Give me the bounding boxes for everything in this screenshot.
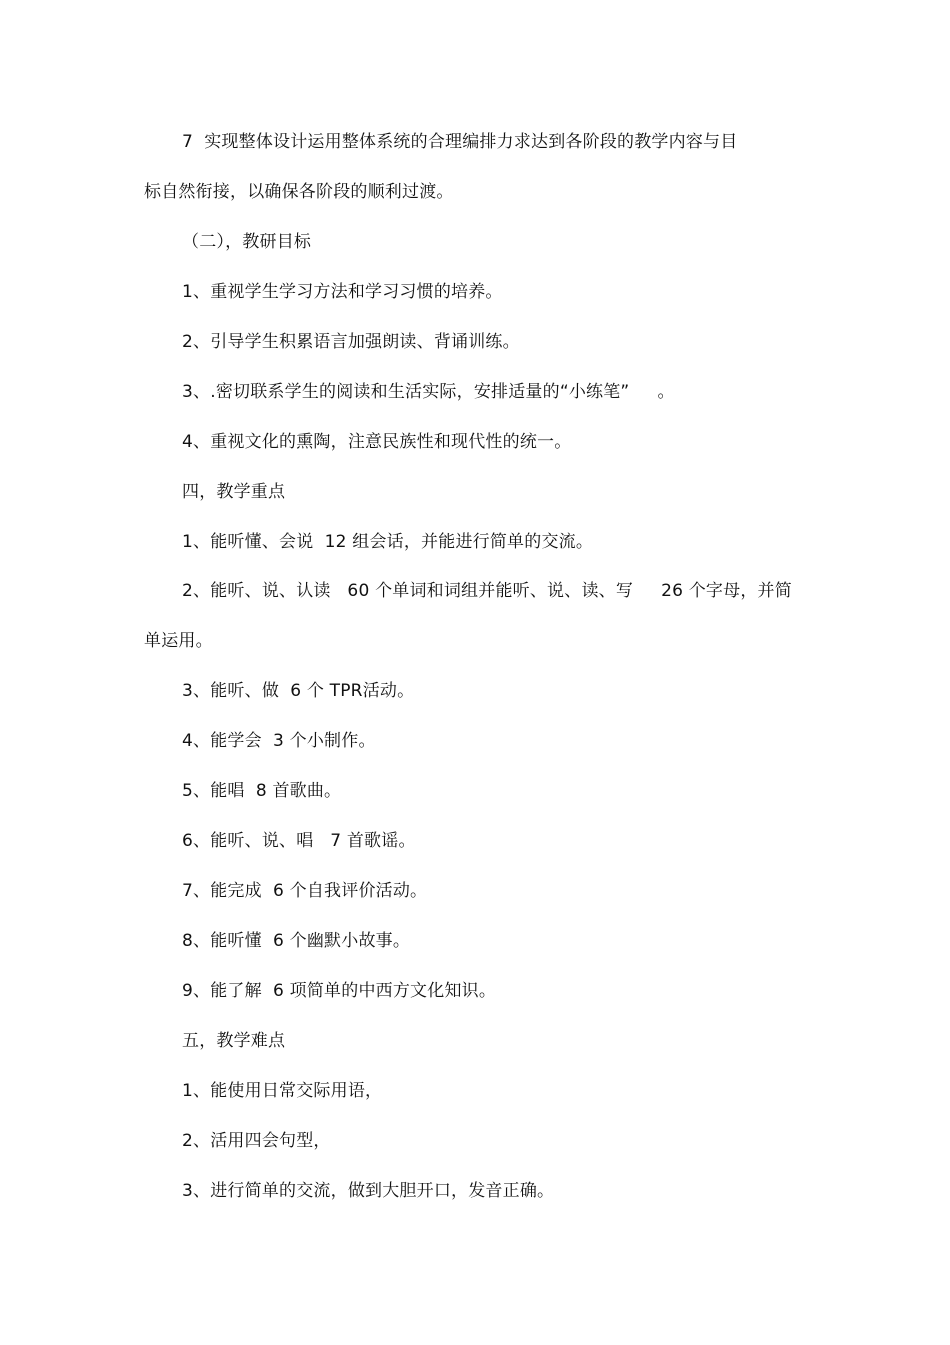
list-item: 1、重视学生学习方法和学习习惯的培养。 <box>182 282 503 302</box>
list-item: 4、重视文化的熏陶，注意民族性和现代性的统一。 <box>182 432 572 452</box>
list-item: 2、能听、说、认读 60 个单词和词组并能听、说、读、写 26 个字母，并简 <box>182 581 792 601</box>
list-item: 2、活用四会句型， <box>182 1131 331 1151</box>
list-item: 3、能听、做 6 个 TPR活动。 <box>182 681 415 701</box>
section-heading: 五，教学难点 <box>182 1031 286 1051</box>
paragraph-line: 单运用。 <box>144 631 213 651</box>
list-item: 7、能完成 6 个自我评价活动。 <box>182 881 428 901</box>
list-item: 4、能学会 3 个小制作。 <box>182 731 376 751</box>
list-item: 2、引导学生积累语言加强朗读、背诵训练。 <box>182 332 520 352</box>
paragraph-line: 标自然衔接，以确保各阶段的顺利过渡。 <box>144 182 454 202</box>
list-item: 1、能使用日常交际用语， <box>182 1081 383 1101</box>
paragraph-line: 7 实现整体设计运用整体系统的合理编排力求达到各阶段的教学内容与目 <box>182 132 738 152</box>
list-item: 1、能听懂、会说 12 组会话，并能进行简单的交流。 <box>182 532 594 552</box>
list-item: 8、能听懂 6 个幽默小故事。 <box>182 931 411 951</box>
section-heading: （二），教研目标 <box>182 232 312 252</box>
list-item: 6、能听、说、唱 7 首歌谣。 <box>182 831 416 851</box>
section-heading: 四，教学重点 <box>182 482 286 502</box>
list-item: 3、进行简单的交流，做到大胆开口，发音正确。 <box>182 1181 555 1201</box>
list-item: 9、能了解 6 项简单的中西方文化知识。 <box>182 981 497 1001</box>
list-item: 5、能唱 8 首歌曲。 <box>182 781 342 801</box>
list-item: 3、.密切联系学生的阅读和生活实际，安排适量的“小练笔” 。 <box>182 382 675 402</box>
